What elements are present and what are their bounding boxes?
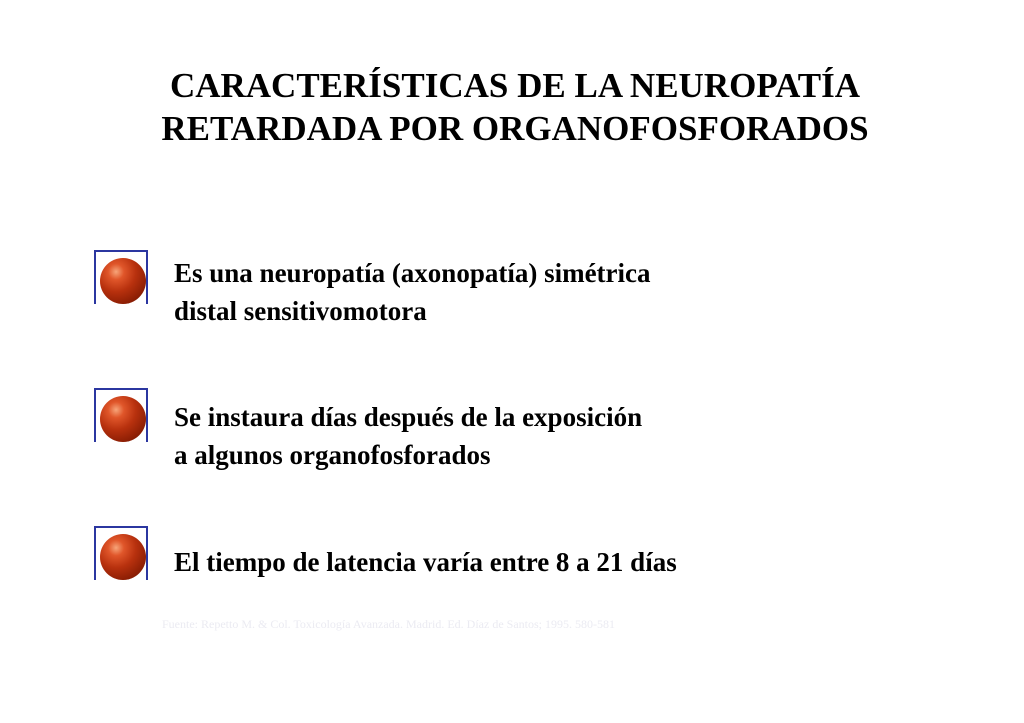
bullet-item (174, 398, 894, 474)
page-title-line-1: CARACTERÍSTICAS DE LA NEUROPATÍA (169, 66, 861, 105)
bullet-item (174, 543, 894, 581)
red-sphere-icon (94, 388, 148, 442)
bullet-item (174, 254, 894, 330)
bullet-item-line-1: Se instaura días después de la exposición (174, 402, 643, 432)
red-sphere-icon (94, 250, 148, 304)
bullet-item-line-1: Es una neuropatía (axonopatía) simétrica (174, 258, 651, 288)
page-title-line-2: RETARDADA POR ORGANOFOSFORADOS (161, 109, 869, 148)
red-sphere-icon (94, 526, 148, 580)
bullet-sphere (100, 258, 146, 304)
bullet-item-line-2: a algunos organofosforados (174, 440, 491, 470)
bullet-item-line-2: distal sensitivomotora (174, 296, 427, 326)
source-note: Fuente: Repetto M. & Col. Toxicología Avanzada. Madrid. Ed. Díaz de Santos; 1995. 580-581 (162, 617, 615, 631)
bullet-sphere (100, 534, 146, 580)
bullet-sphere (100, 396, 146, 442)
bullet-item-line-1: El tiempo de latencia varía entre 8 a 21 días (174, 547, 677, 577)
